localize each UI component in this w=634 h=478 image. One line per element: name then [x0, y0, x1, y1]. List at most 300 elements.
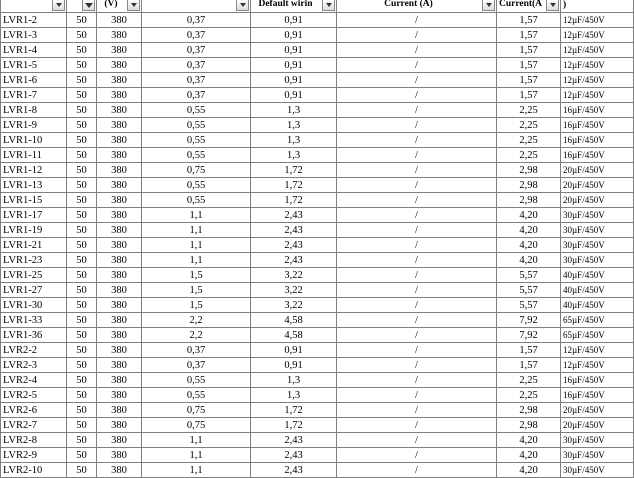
current-cell[interactable]: 3,22	[251, 283, 337, 298]
model-cell[interactable]: LVR1-13	[1, 178, 67, 193]
table-row	[1, 358, 634, 373]
capacitor-cell[interactable]: 20µF/450V	[561, 403, 634, 418]
filter-dropdown-button[interactable]	[127, 0, 140, 11]
current-cell[interactable]: 0,91	[251, 13, 337, 28]
filter-active-button[interactable]	[82, 0, 95, 11]
current-cell-3[interactable]: 1,57	[497, 28, 561, 43]
current-cell[interactable]: 2,43	[251, 433, 337, 448]
model-cell[interactable]: LVR1-10	[1, 133, 67, 148]
power-cell[interactable]: 0,55	[142, 148, 251, 163]
voltage-cell[interactable]: 380	[97, 193, 142, 208]
funnel-filter-icon	[85, 3, 93, 8]
capacitor-cell[interactable]: 30µF/450V	[561, 238, 634, 253]
current-cell-2[interactable]: /	[337, 343, 497, 358]
header-label: Current(A	[498, 0, 543, 9]
table-row	[1, 298, 634, 313]
frequency-cell[interactable]: 50	[67, 88, 97, 103]
current-cell[interactable]: 1,72	[251, 163, 337, 178]
current-cell-2[interactable]: /	[337, 118, 497, 133]
table-row	[1, 313, 634, 328]
current-cell[interactable]: 0,91	[251, 73, 337, 88]
header-cell-b	[67, 0, 97, 13]
voltage-cell[interactable]: 380	[97, 448, 142, 463]
frequency-cell[interactable]: 50	[67, 283, 97, 298]
frequency-cell[interactable]: 50	[67, 388, 97, 403]
current-cell[interactable]: 2,43	[251, 223, 337, 238]
chevron-down-icon	[56, 3, 62, 7]
power-cell[interactable]: 1,5	[142, 283, 251, 298]
frequency-cell[interactable]: 50	[67, 448, 97, 463]
power-cell[interactable]: 0,37	[142, 88, 251, 103]
current-cell-2[interactable]: /	[337, 178, 497, 193]
current-cell[interactable]: 2,43	[251, 448, 337, 463]
frequency-cell[interactable]: 50	[67, 418, 97, 433]
capacitor-cell[interactable]: 16µF/450V	[561, 118, 634, 133]
voltage-cell[interactable]: 380	[97, 388, 142, 403]
current-cell-3[interactable]: 5,57	[497, 268, 561, 283]
capacitor-cell[interactable]: 16µF/450V	[561, 133, 634, 148]
power-cell[interactable]: 0,55	[142, 118, 251, 133]
power-cell[interactable]: 0,37	[142, 343, 251, 358]
voltage-cell[interactable]: 380	[97, 28, 142, 43]
model-cell[interactable]: LVR1-7	[1, 88, 67, 103]
current-cell-3[interactable]: 7,92	[497, 313, 561, 328]
current-cell-3[interactable]: 1,57	[497, 73, 561, 88]
current-cell-3[interactable]: 2,25	[497, 118, 561, 133]
current-cell-3[interactable]: 2,98	[497, 178, 561, 193]
power-cell[interactable]: 1,5	[142, 298, 251, 313]
header-cell-f	[337, 0, 497, 13]
capacitor-cell[interactable]: 20µF/450V	[561, 163, 634, 178]
current-cell[interactable]: 1,3	[251, 388, 337, 403]
voltage-cell[interactable]: 380	[97, 118, 142, 133]
model-cell[interactable]: LVR2-9	[1, 448, 67, 463]
frequency-cell[interactable]: 50	[67, 178, 97, 193]
power-cell[interactable]: 0,75	[142, 403, 251, 418]
current-cell-2[interactable]: /	[337, 238, 497, 253]
frequency-cell[interactable]: 50	[67, 238, 97, 253]
model-cell[interactable]: LVR1-15	[1, 193, 67, 208]
power-cell[interactable]: 1,1	[142, 433, 251, 448]
power-cell[interactable]: 0,37	[142, 28, 251, 43]
current-cell[interactable]: 1,72	[251, 403, 337, 418]
capacitor-cell[interactable]: 16µF/450V	[561, 373, 634, 388]
frequency-cell[interactable]: 50	[67, 298, 97, 313]
power-cell[interactable]: 0,37	[142, 358, 251, 373]
table-row	[1, 13, 634, 28]
current-cell-3[interactable]: 1,57	[497, 58, 561, 73]
model-cell[interactable]: LVR1-21	[1, 238, 67, 253]
frequency-cell[interactable]: 50	[67, 118, 97, 133]
frequency-cell[interactable]: 50	[67, 28, 97, 43]
voltage-cell[interactable]: 380	[97, 268, 142, 283]
table-row	[1, 58, 634, 73]
table-row	[1, 43, 634, 58]
current-cell-2[interactable]: /	[337, 88, 497, 103]
current-cell-3[interactable]: 2,25	[497, 103, 561, 118]
power-cell[interactable]: 1,1	[142, 208, 251, 223]
power-cell[interactable]: 0,55	[142, 373, 251, 388]
voltage-cell[interactable]: 380	[97, 328, 142, 343]
frequency-cell[interactable]: 50	[67, 343, 97, 358]
frequency-cell[interactable]: 50	[67, 328, 97, 343]
current-cell-2[interactable]: /	[337, 193, 497, 208]
current-cell-3[interactable]: 7,92	[497, 328, 561, 343]
current-cell-3[interactable]: 2,98	[497, 163, 561, 178]
capacitor-cell[interactable]: 20µF/450V	[561, 178, 634, 193]
power-cell[interactable]: 0,55	[142, 193, 251, 208]
filter-dropdown-button[interactable]	[52, 0, 65, 11]
voltage-cell[interactable]: 380	[97, 163, 142, 178]
frequency-cell[interactable]: 50	[67, 223, 97, 238]
current-cell-2[interactable]: /	[337, 13, 497, 28]
current-cell[interactable]: 0,91	[251, 88, 337, 103]
frequency-cell[interactable]: 50	[67, 208, 97, 223]
table-row	[1, 163, 634, 178]
current-cell-2[interactable]: /	[337, 43, 497, 58]
frequency-cell[interactable]: 50	[67, 43, 97, 58]
power-cell[interactable]: 0,37	[142, 43, 251, 58]
capacitor-cell[interactable]: 30µF/450V	[561, 208, 634, 223]
current-cell-2[interactable]: /	[337, 73, 497, 88]
model-cell[interactable]: LVR1-27	[1, 283, 67, 298]
table-row	[1, 73, 634, 88]
frequency-cell[interactable]: 50	[67, 358, 97, 373]
current-cell[interactable]: 1,3	[251, 373, 337, 388]
voltage-cell[interactable]: 380	[97, 298, 142, 313]
capacitor-cell[interactable]: 20µF/450V	[561, 418, 634, 433]
header-label: )	[563, 0, 567, 10]
current-cell[interactable]: 2,43	[251, 208, 337, 223]
voltage-cell[interactable]: 380	[97, 358, 142, 373]
capacitor-cell[interactable]: 12µF/450V	[561, 43, 634, 58]
current-cell-3[interactable]: 1,57	[497, 13, 561, 28]
model-cell[interactable]: LVR1-5	[1, 58, 67, 73]
frequency-cell[interactable]: 50	[67, 403, 97, 418]
current-cell[interactable]: 1,3	[251, 148, 337, 163]
current-cell-3[interactable]: 2,98	[497, 418, 561, 433]
current-cell-2[interactable]: /	[337, 298, 497, 313]
table-row	[1, 238, 634, 253]
current-cell-3[interactable]: 1,57	[497, 358, 561, 373]
current-cell[interactable]: 1,72	[251, 418, 337, 433]
power-cell[interactable]: 0,37	[142, 73, 251, 88]
power-cell[interactable]: 2,2	[142, 313, 251, 328]
chevron-down-icon	[326, 3, 332, 7]
table-row	[1, 328, 634, 343]
table-row	[1, 373, 634, 388]
table-row	[1, 118, 634, 133]
model-cell[interactable]: LVR1-25	[1, 268, 67, 283]
current-cell[interactable]: 3,22	[251, 268, 337, 283]
capacitor-cell[interactable]: 16µF/450V	[561, 388, 634, 403]
current-cell-3[interactable]: 4,20	[497, 208, 561, 223]
model-cell[interactable]: LVR2-4	[1, 373, 67, 388]
model-cell[interactable]: LVR1-8	[1, 103, 67, 118]
capacitor-cell[interactable]: 12µF/450V	[561, 13, 634, 28]
voltage-cell[interactable]: 380	[97, 148, 142, 163]
frequency-cell[interactable]: 50	[67, 73, 97, 88]
power-cell[interactable]: 1,1	[142, 223, 251, 238]
current-cell[interactable]: 2,43	[251, 238, 337, 253]
chevron-down-icon	[486, 3, 492, 7]
model-cell[interactable]: LVR2-10	[1, 463, 67, 478]
frequency-cell[interactable]: 50	[67, 433, 97, 448]
model-cell[interactable]: LVR1-36	[1, 328, 67, 343]
table-row	[1, 88, 634, 103]
model-cell[interactable]: LVR1-17	[1, 208, 67, 223]
capacitor-cell[interactable]: 16µF/450V	[561, 103, 634, 118]
header-cell-e	[251, 0, 337, 13]
table-row	[1, 283, 634, 298]
model-cell[interactable]: LVR1-11	[1, 148, 67, 163]
table-row	[1, 343, 634, 358]
capacitor-cell[interactable]: 12µF/450V	[561, 88, 634, 103]
current-cell-2[interactable]: /	[337, 28, 497, 43]
current-cell-2[interactable]: /	[337, 433, 497, 448]
voltage-cell[interactable]: 380	[97, 13, 142, 28]
current-cell-3[interactable]: 4,20	[497, 238, 561, 253]
table-row	[1, 28, 634, 43]
current-cell-3[interactable]: 2,25	[497, 388, 561, 403]
capacitor-cell[interactable]: 40µF/450V	[561, 298, 634, 313]
current-cell[interactable]: 4,58	[251, 313, 337, 328]
frequency-cell[interactable]: 50	[67, 313, 97, 328]
header-cell-g	[497, 0, 561, 13]
table-row	[1, 448, 634, 463]
model-cell[interactable]: LVR2-7	[1, 418, 67, 433]
current-cell-3[interactable]: 1,57	[497, 88, 561, 103]
power-cell[interactable]: 0,75	[142, 163, 251, 178]
frequency-cell[interactable]: 50	[67, 268, 97, 283]
filter-dropdown-button[interactable]	[482, 0, 495, 11]
voltage-cell[interactable]: 380	[97, 58, 142, 73]
current-cell[interactable]: 0,91	[251, 343, 337, 358]
current-cell-3[interactable]: 2,25	[497, 148, 561, 163]
current-cell[interactable]: 1,3	[251, 133, 337, 148]
power-cell[interactable]: 1,1	[142, 253, 251, 268]
current-cell-2[interactable]: /	[337, 418, 497, 433]
voltage-cell[interactable]: 380	[97, 313, 142, 328]
model-cell[interactable]: LVR1-9	[1, 118, 67, 133]
voltage-cell[interactable]: 380	[97, 373, 142, 388]
table-row	[1, 388, 634, 403]
capacitor-cell[interactable]: 30µF/450V	[561, 253, 634, 268]
current-cell[interactable]: 0,91	[251, 43, 337, 58]
current-cell-3[interactable]: 2,98	[497, 403, 561, 418]
current-cell-2[interactable]: /	[337, 448, 497, 463]
current-cell-2[interactable]: /	[337, 163, 497, 178]
current-cell-2[interactable]: /	[337, 148, 497, 163]
current-cell-2[interactable]: /	[337, 103, 497, 118]
frequency-cell[interactable]: 50	[67, 58, 97, 73]
voltage-cell[interactable]: 380	[97, 178, 142, 193]
current-cell-3[interactable]: 5,57	[497, 298, 561, 313]
capacitor-cell[interactable]: 30µF/450V	[561, 448, 634, 463]
current-cell[interactable]: 1,3	[251, 118, 337, 133]
current-cell[interactable]: 2,43	[251, 253, 337, 268]
current-cell-2[interactable]: /	[337, 463, 497, 478]
model-cell[interactable]: LVR2-8	[1, 433, 67, 448]
capacitor-cell[interactable]: 40µF/450V	[561, 268, 634, 283]
power-cell[interactable]: 1,1	[142, 238, 251, 253]
frequency-cell[interactable]: 50	[67, 253, 97, 268]
current-cell-3[interactable]: 5,57	[497, 283, 561, 298]
voltage-cell[interactable]: 380	[97, 208, 142, 223]
header-cell-c	[97, 0, 142, 13]
current-cell-2[interactable]: /	[337, 58, 497, 73]
frequency-cell[interactable]: 50	[67, 133, 97, 148]
header-label: Default wirin	[258, 0, 313, 9]
current-cell-2[interactable]: /	[337, 313, 497, 328]
voltage-cell[interactable]: 380	[97, 433, 142, 448]
voltage-cell[interactable]: 380	[97, 88, 142, 103]
frequency-cell[interactable]: 50	[67, 148, 97, 163]
voltage-cell[interactable]: 380	[97, 73, 142, 88]
table-row	[1, 133, 634, 148]
current-cell[interactable]: 0,91	[251, 58, 337, 73]
frequency-cell[interactable]: 50	[67, 163, 97, 178]
voltage-cell[interactable]: 380	[97, 418, 142, 433]
model-cell[interactable]: LVR1-6	[1, 73, 67, 88]
voltage-cell[interactable]: 380	[97, 253, 142, 268]
model-cell[interactable]: LVR2-2	[1, 343, 67, 358]
voltage-cell[interactable]: 380	[97, 43, 142, 58]
power-cell[interactable]: 2,2	[142, 328, 251, 343]
capacitor-cell[interactable]: 65µF/450V	[561, 328, 634, 343]
current-cell[interactable]: 0,91	[251, 28, 337, 43]
current-cell-3[interactable]: 4,20	[497, 223, 561, 238]
current-cell-2[interactable]: /	[337, 403, 497, 418]
table-row	[1, 103, 634, 118]
current-cell[interactable]: 1,3	[251, 103, 337, 118]
power-cell[interactable]: 0,55	[142, 388, 251, 403]
capacitor-cell[interactable]: 12µF/450V	[561, 73, 634, 88]
current-cell[interactable]: 0,91	[251, 358, 337, 373]
power-cell[interactable]: 0,55	[142, 133, 251, 148]
model-cell[interactable]: LVR1-2	[1, 13, 67, 28]
capacitor-cell[interactable]: 30µF/450V	[561, 223, 634, 238]
current-cell-3[interactable]: 4,20	[497, 448, 561, 463]
current-cell-2[interactable]: /	[337, 328, 497, 343]
current-cell[interactable]: 3,22	[251, 298, 337, 313]
model-cell[interactable]: LVR1-23	[1, 253, 67, 268]
voltage-cell[interactable]: 380	[97, 283, 142, 298]
current-cell-3[interactable]: 2,98	[497, 193, 561, 208]
capacitor-cell[interactable]: 65µF/450V	[561, 313, 634, 328]
model-cell[interactable]: LVR1-30	[1, 298, 67, 313]
voltage-cell[interactable]: 380	[97, 238, 142, 253]
current-cell-2[interactable]: /	[337, 253, 497, 268]
header-cell-a	[1, 0, 67, 13]
filter-dropdown-button[interactable]	[546, 0, 559, 11]
header-label: (V)	[104, 0, 118, 9]
power-cell[interactable]: 0,55	[142, 103, 251, 118]
power-cell[interactable]: 0,37	[142, 58, 251, 73]
model-cell[interactable]: LVR1-4	[1, 43, 67, 58]
chevron-down-icon	[131, 3, 137, 7]
model-cell[interactable]: LVR2-5	[1, 388, 67, 403]
capacitor-cell[interactable]: 16µF/450V	[561, 148, 634, 163]
model-cell[interactable]: LVR2-3	[1, 358, 67, 373]
filter-dropdown-button[interactable]	[236, 0, 249, 11]
table-row	[1, 253, 634, 268]
table-row	[1, 268, 634, 283]
current-cell-3[interactable]: 2,25	[497, 133, 561, 148]
current-cell-3[interactable]: 2,25	[497, 373, 561, 388]
current-cell-3[interactable]: 1,57	[497, 43, 561, 58]
capacitor-cell[interactable]: 40µF/450V	[561, 283, 634, 298]
current-cell[interactable]: 2,43	[251, 463, 337, 478]
current-cell[interactable]: 4,58	[251, 328, 337, 343]
power-cell[interactable]: 1,1	[142, 448, 251, 463]
current-cell-2[interactable]: /	[337, 283, 497, 298]
capacitor-cell[interactable]: 30µF/450V	[561, 433, 634, 448]
voltage-cell[interactable]: 380	[97, 103, 142, 118]
capacitor-cell[interactable]: 12µF/450V	[561, 358, 634, 373]
current-cell-2[interactable]: /	[337, 358, 497, 373]
power-cell[interactable]: 0,37	[142, 13, 251, 28]
model-cell[interactable]: LVR2-6	[1, 403, 67, 418]
power-cell[interactable]: 1,5	[142, 268, 251, 283]
capacitor-cell[interactable]: 12µF/450V	[561, 343, 634, 358]
current-cell[interactable]: 1,72	[251, 193, 337, 208]
power-cell[interactable]: 0,75	[142, 418, 251, 433]
frequency-cell[interactable]: 50	[67, 193, 97, 208]
voltage-cell[interactable]: 380	[97, 343, 142, 358]
model-cell[interactable]: LVR1-33	[1, 313, 67, 328]
model-cell[interactable]: LVR1-12	[1, 163, 67, 178]
frequency-cell[interactable]: 50	[67, 13, 97, 28]
model-cell[interactable]: LVR1-19	[1, 223, 67, 238]
current-cell-3[interactable]: 4,20	[497, 253, 561, 268]
voltage-cell[interactable]: 380	[97, 223, 142, 238]
filter-dropdown-button[interactable]	[322, 0, 335, 11]
current-cell-2[interactable]: /	[337, 388, 497, 403]
voltage-cell[interactable]: 380	[97, 403, 142, 418]
current-cell-2[interactable]: /	[337, 373, 497, 388]
table-row	[1, 208, 634, 223]
current-cell-2[interactable]: /	[337, 223, 497, 238]
frequency-cell[interactable]: 50	[67, 463, 97, 478]
current-cell[interactable]: 1,72	[251, 178, 337, 193]
chevron-down-icon	[550, 3, 556, 7]
table-row	[1, 193, 634, 208]
frequency-cell[interactable]: 50	[67, 373, 97, 388]
model-cell[interactable]: LVR1-3	[1, 28, 67, 43]
current-cell-3[interactable]: 1,57	[497, 343, 561, 358]
current-cell-2[interactable]: /	[337, 133, 497, 148]
capacitor-cell[interactable]: 12µF/450V	[561, 58, 634, 73]
capacitor-cell[interactable]: 30µF/450V	[561, 463, 634, 478]
header-cell-d	[142, 0, 251, 13]
capacitor-cell[interactable]: 20µF/450V	[561, 193, 634, 208]
table-row	[1, 178, 634, 193]
current-cell-3[interactable]: 4,20	[497, 463, 561, 478]
header-cell-h	[561, 0, 634, 13]
capacitor-cell[interactable]: 12µF/450V	[561, 28, 634, 43]
current-cell-2[interactable]: /	[337, 268, 497, 283]
table-row	[1, 418, 634, 433]
power-cell[interactable]: 1,1	[142, 463, 251, 478]
current-cell-2[interactable]: /	[337, 208, 497, 223]
current-cell-3[interactable]: 4,20	[497, 433, 561, 448]
voltage-cell[interactable]: 380	[97, 133, 142, 148]
power-cell[interactable]: 0,55	[142, 178, 251, 193]
frequency-cell[interactable]: 50	[67, 103, 97, 118]
table-row	[1, 148, 634, 163]
voltage-cell[interactable]: 380	[97, 463, 142, 478]
